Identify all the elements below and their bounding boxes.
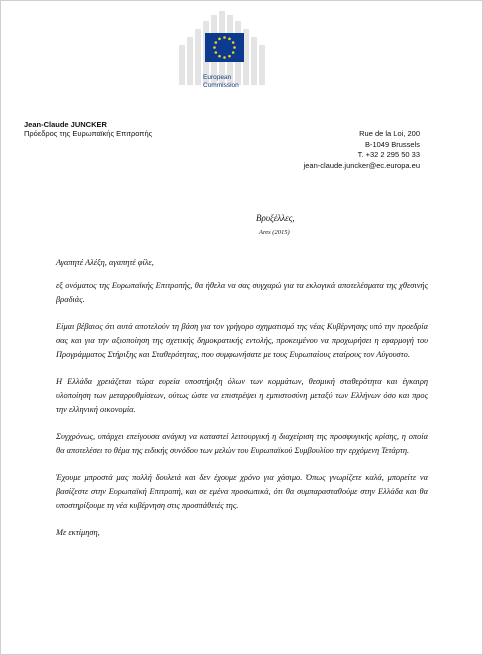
letter-place: Βρυξέλλες, bbox=[256, 213, 295, 223]
eu-star bbox=[228, 55, 231, 58]
letter-salutation: Αγαπητέ Αλέξη, αγαπητέ φίλε, bbox=[56, 258, 154, 267]
address-block bbox=[304, 129, 420, 171]
letter-paragraph: εξ ονόματος της Ευρωπαϊκής Επιτροπής, θα ήθελα να σας συγχαρώ για τα εκλογικά αποτελέσματα της χθεσινής βραδιάς. bbox=[56, 281, 428, 304]
eu-star bbox=[215, 51, 218, 54]
address-phone: T. +32 2 295 50 33 bbox=[357, 150, 420, 159]
eu-star bbox=[228, 38, 231, 41]
letter-paragraph: Έχουμε μπροστά μας πολλή δουλειά και δεν έχουμε χρόνο για χάσιμο. Όπως γνωρίζετε καλά, μπορείτε να βασίζεστε στην Ευρωπαϊκή Επιτροπή, και σε εμένα προσωπικά, ότι θα συμπαρασταθούμε στην Ελλάδα και θα υποστηρίξουμε τη νέα κυβέρνηση στις προσπάθειές της. bbox=[56, 473, 428, 510]
sender-name: Jean-Claude JUNCKER bbox=[24, 120, 107, 129]
organization-name bbox=[203, 74, 239, 89]
address-email: jean-claude.juncker@ec.europa.eu bbox=[303, 160, 420, 170]
eu-star bbox=[223, 36, 226, 39]
eu-star bbox=[213, 46, 216, 49]
eu-star bbox=[232, 41, 235, 44]
letter-paragraph: Συγχρόνως, υπάρχει επείγουσα ανάγκη να καταστεί λειτουργική η διαχείριση της προσφυγικής κρίσης, η οποία θα αποτελέσει το θέμα της ειδικής συνόδου των μελών του Ευρωπαϊκού Συμβουλίου την ερχόμενη Τετάρτη. bbox=[56, 432, 428, 455]
eu-star bbox=[218, 38, 221, 41]
eu-star bbox=[215, 41, 218, 44]
organization-line-2: Commission bbox=[203, 81, 239, 89]
address-street: Rue de la Loi, 200 bbox=[359, 129, 420, 138]
letter-body bbox=[56, 256, 428, 540]
address-city: B-1049 Brussels bbox=[364, 139, 420, 149]
organization-line-1: European bbox=[203, 74, 232, 81]
eu-star bbox=[233, 46, 236, 49]
sender-title: Πρόεδρος της Ευρωπαϊκής Επιτροπής bbox=[24, 129, 153, 138]
sender-block bbox=[24, 120, 152, 138]
letter-closing: Με εκτίμηση, bbox=[56, 528, 100, 537]
eu-star bbox=[223, 56, 226, 59]
eu-star bbox=[232, 51, 235, 54]
letter-paragraph: Η Ελλάδα χρειάζεται τώρα ευρεία υποστήριξη όλων των κομμάτων, θεσμική σταθερότητα και έγκαιρη υλοποίηση των μεταρρυθμίσεων, ούτως ώστε να επιστρέψει η εμπιστοσύνη μεταξύ των Ελλήνων όσο και προς την ελληνική οικονομία. bbox=[56, 377, 428, 414]
letter-reference: Ares (2015) bbox=[259, 229, 290, 236]
letter-paragraph: Είμαι βέβαιος ότι αυτά αποτελούν τη βάση για τον γρήγορο σχηματισμό της νέας Κυβέρνησης υπό την προεδρία σας και για την αξιοποίηση της σχετικής δημοκρατικής εντολής, προκειμένου να προχωρήσει η εφαρμογή του Προγράμματος Στήριξης και Σταθερότητας, που συμφωνήσατε με τους Ευρωπαίους εταίρους τον Αύγουστο. bbox=[56, 322, 428, 359]
eu-star bbox=[218, 55, 221, 58]
